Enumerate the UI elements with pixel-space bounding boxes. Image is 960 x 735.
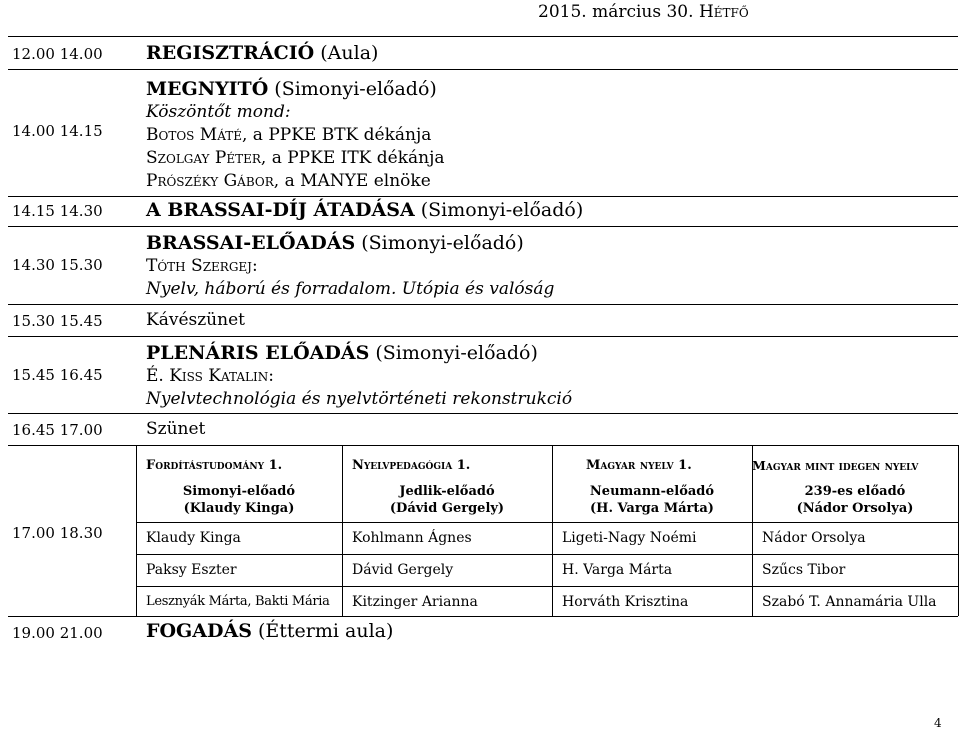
speaker-cell: Kitzinger Arianna — [352, 594, 478, 610]
speaker-cell: Dávid Gergely — [352, 562, 454, 578]
time-slot: 15.30 15.45 — [12, 312, 103, 330]
event-subtitle: Köszöntőt mond: — [146, 102, 291, 122]
rule — [136, 445, 137, 616]
time-slot: 15.45 16.45 — [12, 366, 103, 384]
speaker-cell: Szabó T. Annamária Ulla — [762, 594, 937, 610]
speaker-cell: Lesznyák Márta, Bakti Mária — [146, 594, 330, 609]
talk-title: Nyelvtechnológia és nyelvtörténeti rekonstrukció — [146, 389, 573, 409]
event-title — [146, 42, 378, 64]
time-slot: 14.00 14.15 — [12, 122, 103, 140]
section-room: Simonyi-előadó — [182, 484, 296, 499]
rule — [958, 445, 959, 616]
person-name: Botos Máté — [146, 125, 242, 145]
rule — [8, 336, 958, 337]
rule — [552, 445, 553, 616]
rule — [342, 445, 343, 616]
event-name: FOGADÁS — [146, 620, 252, 642]
time-slot: 19.00 21.00 — [12, 624, 103, 642]
page-number: 4 — [934, 716, 942, 730]
event-location: (Éttermi aula) — [251, 620, 394, 642]
event-title: Kávészünet — [146, 310, 245, 330]
greeting-line — [146, 125, 431, 145]
section-name: Nyelvpedagógia 1. — [352, 458, 471, 473]
section-name: Magyar mint idegen nyelv — [752, 458, 919, 473]
event-title — [146, 620, 393, 642]
date-header — [538, 2, 749, 22]
time-slot: 16.45 17.00 — [12, 421, 103, 439]
speaker-cell: Horváth Krisztina — [562, 594, 689, 610]
rule — [136, 554, 958, 555]
event-title — [146, 342, 538, 364]
event-name: BRASSAI-ELŐADÁS — [146, 232, 356, 254]
person-role: , a MANYE elnöke — [273, 171, 431, 191]
rule — [136, 522, 958, 523]
event-title — [146, 232, 524, 254]
rule — [8, 413, 958, 414]
rule — [8, 196, 958, 197]
rule — [8, 304, 958, 305]
event-location: (Simonyi-előadó) — [355, 232, 524, 254]
section-name: Magyar nyelv 1. — [586, 458, 692, 473]
speaker-cell: Klaudy Kinga — [146, 530, 241, 546]
person-role: , a PPKE ITK dékánja — [260, 148, 445, 168]
event-name: PLENÁRIS ELŐADÁS — [146, 342, 370, 364]
section-chair: (H. Varga Márta) — [590, 501, 714, 516]
event-name: A BRASSAI-DÍJ ÁTADÁSA — [146, 199, 415, 221]
rule — [8, 445, 958, 446]
speaker-cell: H. Varga Márta — [562, 562, 673, 578]
event-title — [146, 199, 583, 221]
person-name: Prószéky Gábor — [146, 171, 274, 191]
speaker-cell: Szűcs Tibor — [762, 562, 846, 578]
rule — [136, 586, 958, 587]
person-role: , a PPKE BTK dékánja — [241, 125, 432, 145]
time-slot: 14.15 14.30 — [12, 202, 103, 220]
speaker-cell: Kohlmann Ágnes — [352, 530, 472, 546]
section-room: 239-es előadó — [804, 484, 906, 499]
speaker-name: Tóth Szergej: — [146, 256, 258, 276]
date-text: 2015. március 30. — [538, 2, 694, 22]
section-room: Neumann-előadó — [589, 484, 715, 499]
event-location: (Aula) — [314, 42, 379, 64]
greeting-line — [146, 148, 445, 168]
section-chair: (Klaudy Kinga) — [183, 501, 295, 516]
time-slot: 14.30 15.30 — [12, 256, 103, 274]
talk-title: Nyelv, háború és forradalom. Utópia és valóság — [146, 279, 555, 299]
person-name: Szolgay Péter — [146, 148, 261, 168]
event-name: REGISZTRÁCIÓ — [146, 42, 315, 64]
rule — [8, 616, 958, 617]
section-room: Jedlik-előadó — [399, 484, 495, 499]
event-title: Szünet — [146, 419, 206, 439]
speaker-cell: Paksy Eszter — [146, 562, 237, 578]
greeting-line — [146, 171, 431, 191]
time-slot: 12.00 14.00 — [12, 45, 103, 63]
section-name: Fordítástudomány 1. — [146, 458, 283, 473]
rule — [8, 36, 958, 37]
rule — [8, 69, 958, 70]
rule — [8, 226, 958, 227]
event-location: (Simonyi-előadó) — [369, 342, 538, 364]
event-title — [146, 78, 437, 100]
event-location: (Simonyi-előadó) — [268, 78, 437, 100]
speaker-cell: Nádor Orsolya — [762, 530, 866, 546]
section-chair: (Dávid Gergely) — [389, 501, 505, 516]
speaker-cell: Ligeti-Nagy Noémi — [562, 530, 697, 546]
section-chair: (Nádor Orsolya) — [796, 501, 914, 516]
time-slot: 17.00 18.30 — [12, 524, 103, 542]
speaker-name: É. Kiss Katalin: — [146, 366, 274, 386]
event-name: MEGNYITÓ — [146, 78, 269, 100]
day-text: Hétfő — [698, 2, 749, 22]
event-location: (Simonyi-előadó) — [414, 199, 584, 221]
